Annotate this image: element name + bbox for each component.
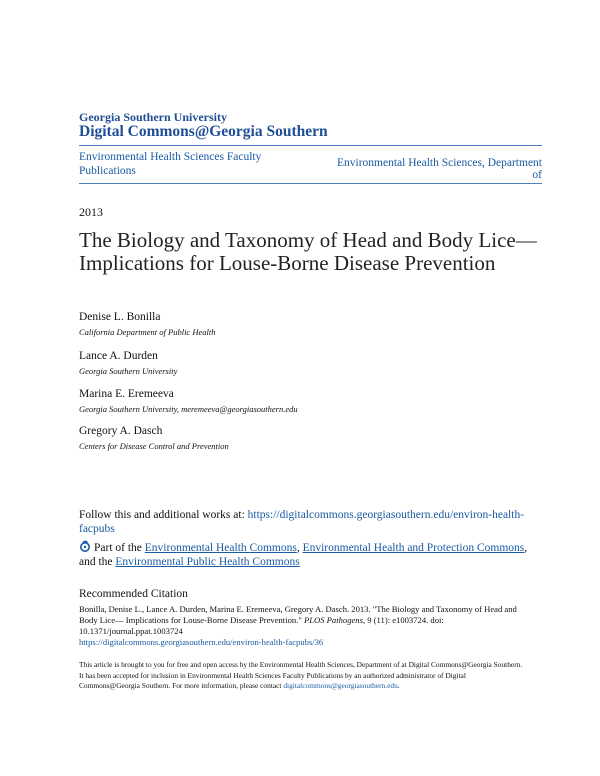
follow-prefix: Follow this and additional works at:: [79, 509, 248, 521]
citation-body: [79, 604, 524, 648]
part-of-separator: ,: [296, 542, 303, 554]
collection-link[interactable]: Environmental Health Sciences Faculty Publications: [79, 151, 262, 177]
commons-link-environmental-public-health[interactable]: Environmental Public Health Commons: [115, 556, 300, 568]
footer-end: .: [397, 681, 400, 690]
publication-year: 2013: [79, 205, 103, 219]
citation-journal: PLOS Pathogens: [303, 615, 363, 625]
university-name[interactable]: Georgia Southern University: [79, 110, 227, 124]
repository-url-link[interactable]: https://digitalcommons.georgiasouthern.edu/environ-health-facpubs: [79, 509, 525, 535]
department-link[interactable]: Environmental Health Sciences, Department of: [336, 157, 542, 181]
author-name: Marina E. Eremeeva: [79, 388, 174, 400]
footer-text: This article is brought to you for free and open access by the Environmental Health Sciences, Department of at Digital Commons@Georgia Southern. It has been accepted for inclusion in Environmental Health Sciences Faculty Publications by an authorized administrator of Digital Commons@Georgia Southern. For more information, please contact: [79, 660, 523, 690]
part-of-line: [79, 540, 529, 569]
citation-details: , 9 (11): e1003724. doi: 10.1371/journal.ppat.1003724: [79, 615, 444, 636]
repository-name[interactable]: Digital Commons@Georgia Southern: [79, 123, 328, 140]
divider-bottom: [79, 183, 542, 184]
open-access-icon: [79, 540, 91, 552]
citation-heading: Recommended Citation: [79, 588, 188, 600]
commons-link-environmental-health-protection[interactable]: Environmental Health and Protection Commons: [302, 542, 525, 554]
follow-line: [79, 508, 529, 536]
author-affiliation: Centers for Disease Control and Prevention: [79, 441, 229, 451]
author-affiliation: Georgia Southern University, meremeeva@georgiasouthern.edu: [79, 404, 298, 414]
part-of-prefix: Part of the: [94, 542, 145, 554]
commons-link-environmental-health[interactable]: Environmental Health Commons: [144, 542, 297, 554]
author-name: Lance A. Durden: [79, 350, 158, 362]
citation-url-link[interactable]: https://digitalcommons.georgiasouthern.edu/environ-health-facpubs/36: [79, 637, 324, 647]
article-title: The Biology and Taxonomy of Head and Body Lice— Implications for Louse-Borne Disease Prevention: [79, 228, 537, 275]
divider-top: [79, 145, 542, 146]
author-affiliation: Georgia Southern University: [79, 366, 178, 376]
author-name: Gregory A. Dasch: [79, 425, 163, 437]
part-of-separator: , and the: [79, 542, 528, 568]
contact-email-link[interactable]: digitalcommons@georgiasouthern.edu: [283, 681, 398, 690]
footer-notice: [79, 660, 524, 692]
citation-text: Bonilla, Denise L., Lance A. Durden, Marina E. Eremeeva, Gregory A. Dasch. 2013. "The Biology and Taxonomy of Head and Body Lice— Implications for Louse-Borne Disease Prevention.": [79, 604, 517, 625]
author-name: Denise L. Bonilla: [79, 311, 161, 323]
author-affiliation: California Department of Public Health: [79, 327, 216, 337]
